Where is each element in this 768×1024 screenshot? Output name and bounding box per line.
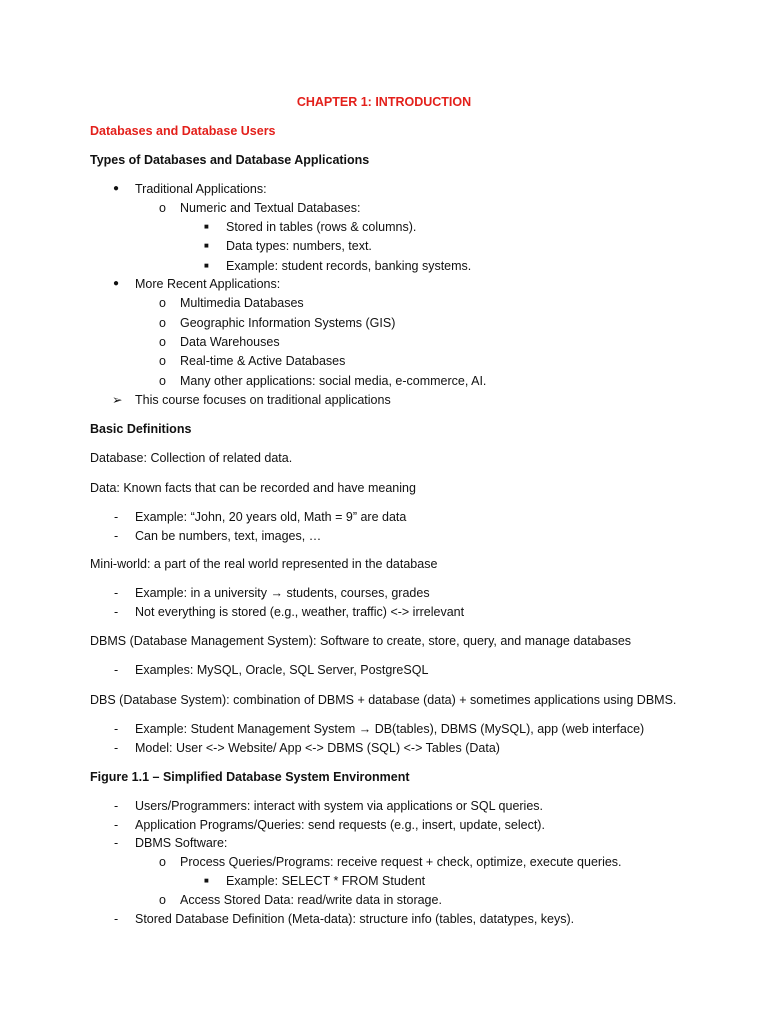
bullet-circle-marker: o — [159, 855, 166, 869]
subsection-title-types: Types of Databases and Database Applications — [90, 153, 370, 167]
list-item: Not everything is stored (e.g., weather, traffic) <-> irrelevant — [135, 605, 465, 619]
list-item: Stored Database Definition (Meta-data): structure info (tables, datatypes, keys). — [135, 912, 575, 926]
subsection-title-definitions: Basic Definitions — [90, 422, 192, 436]
bullet-dash-marker: - — [114, 722, 119, 736]
bullet-circle-marker: o — [159, 201, 166, 215]
paragraph: DBMS (Database Management System): Software to create, store, query, and manage databases — [90, 634, 632, 648]
list-item: Stored in tables (rows & columns). — [226, 220, 417, 234]
list-item: Multimedia Databases — [180, 296, 304, 310]
list-item: Traditional Applications: — [135, 182, 267, 196]
list-item: Model: User <-> Website/ App <-> DBMS (SQL) <-> Tables (Data) — [135, 741, 500, 755]
list-item: Application Programs/Queries: send requests (e.g., insert, update, select). — [135, 818, 545, 832]
bullet-disc-marker: ● — [113, 278, 120, 289]
bullet-circle-marker: o — [159, 335, 166, 349]
bullet-circle-marker: o — [159, 296, 166, 310]
bullet-dash-marker: - — [114, 818, 119, 832]
subsection-title-figure: Figure 1.1 – Simplified Database System Environment — [90, 770, 410, 784]
list-item: Example: SELECT * FROM Student — [226, 874, 426, 888]
bullet-square-marker: ■ — [204, 261, 209, 270]
bullet-dash-marker: - — [114, 605, 119, 619]
list-item: Can be numbers, text, images, … — [135, 529, 322, 543]
list-item: Example: in a university → students, courses, grades — [135, 586, 430, 600]
list-item: Data Warehouses — [180, 335, 280, 349]
list-item: Geographic Information Systems (GIS) — [180, 316, 396, 330]
list-item: Real-time & Active Databases — [180, 354, 346, 368]
bullet-arrow-marker: ➢ — [112, 393, 123, 407]
paragraph: Data: Known facts that can be recorded and have meaning — [90, 481, 416, 495]
bullet-dash-marker: - — [114, 586, 119, 600]
list-item: Many other applications: social media, e-commerce, AI. — [180, 374, 487, 388]
bullet-circle-marker: o — [159, 374, 166, 388]
section-title: Databases and Database Users — [90, 124, 276, 138]
paragraph: Mini-world: a part of the real world represented in the database — [90, 557, 438, 571]
chapter-title: CHAPTER 1: INTRODUCTION — [296, 95, 472, 109]
bullet-dash-marker: - — [114, 912, 119, 926]
list-item: Examples: MySQL, Oracle, SQL Server, PostgreSQL — [135, 663, 429, 677]
list-item: Example: student records, banking systems. — [226, 259, 472, 273]
bullet-dash-marker: - — [114, 510, 119, 524]
bullet-circle-marker: o — [159, 316, 166, 330]
list-item: Example: Student Management System → DB(tables), DBMS (MySQL), app (web interface) — [135, 722, 645, 736]
paragraph: Database: Collection of related data. — [90, 451, 293, 465]
bullet-dash-marker: - — [114, 529, 119, 543]
bullet-dash-marker: - — [114, 663, 119, 677]
bullet-square-marker: ■ — [204, 241, 209, 250]
list-item: Numeric and Textual Databases: — [180, 201, 361, 215]
bullet-square-marker: ■ — [204, 222, 209, 231]
bullet-circle-marker: o — [159, 354, 166, 368]
bullet-disc-marker: ● — [113, 183, 120, 194]
list-item: Example: “John, 20 years old, Math = 9” are data — [135, 510, 407, 524]
list-item: This course focuses on traditional applications — [135, 393, 391, 407]
list-item: Users/Programmers: interact with system via applications or SQL queries. — [135, 799, 544, 813]
list-item: DBMS Software: — [135, 836, 228, 850]
list-item: Access Stored Data: read/write data in storage. — [180, 893, 442, 907]
list-item: Data types: numbers, text. — [226, 239, 372, 253]
bullet-dash-marker: - — [114, 836, 119, 850]
list-item: More Recent Applications: — [135, 277, 281, 291]
bullet-square-marker: ■ — [204, 876, 209, 885]
bullet-dash-marker: - — [114, 799, 119, 813]
paragraph: DBS (Database System): combination of DBMS + database (data) + sometimes applications using DBMS. — [90, 693, 677, 707]
list-item: Process Queries/Programs: receive request + check, optimize, execute queries. — [180, 855, 622, 869]
bullet-circle-marker: o — [159, 893, 166, 907]
bullet-dash-marker: - — [114, 741, 119, 755]
